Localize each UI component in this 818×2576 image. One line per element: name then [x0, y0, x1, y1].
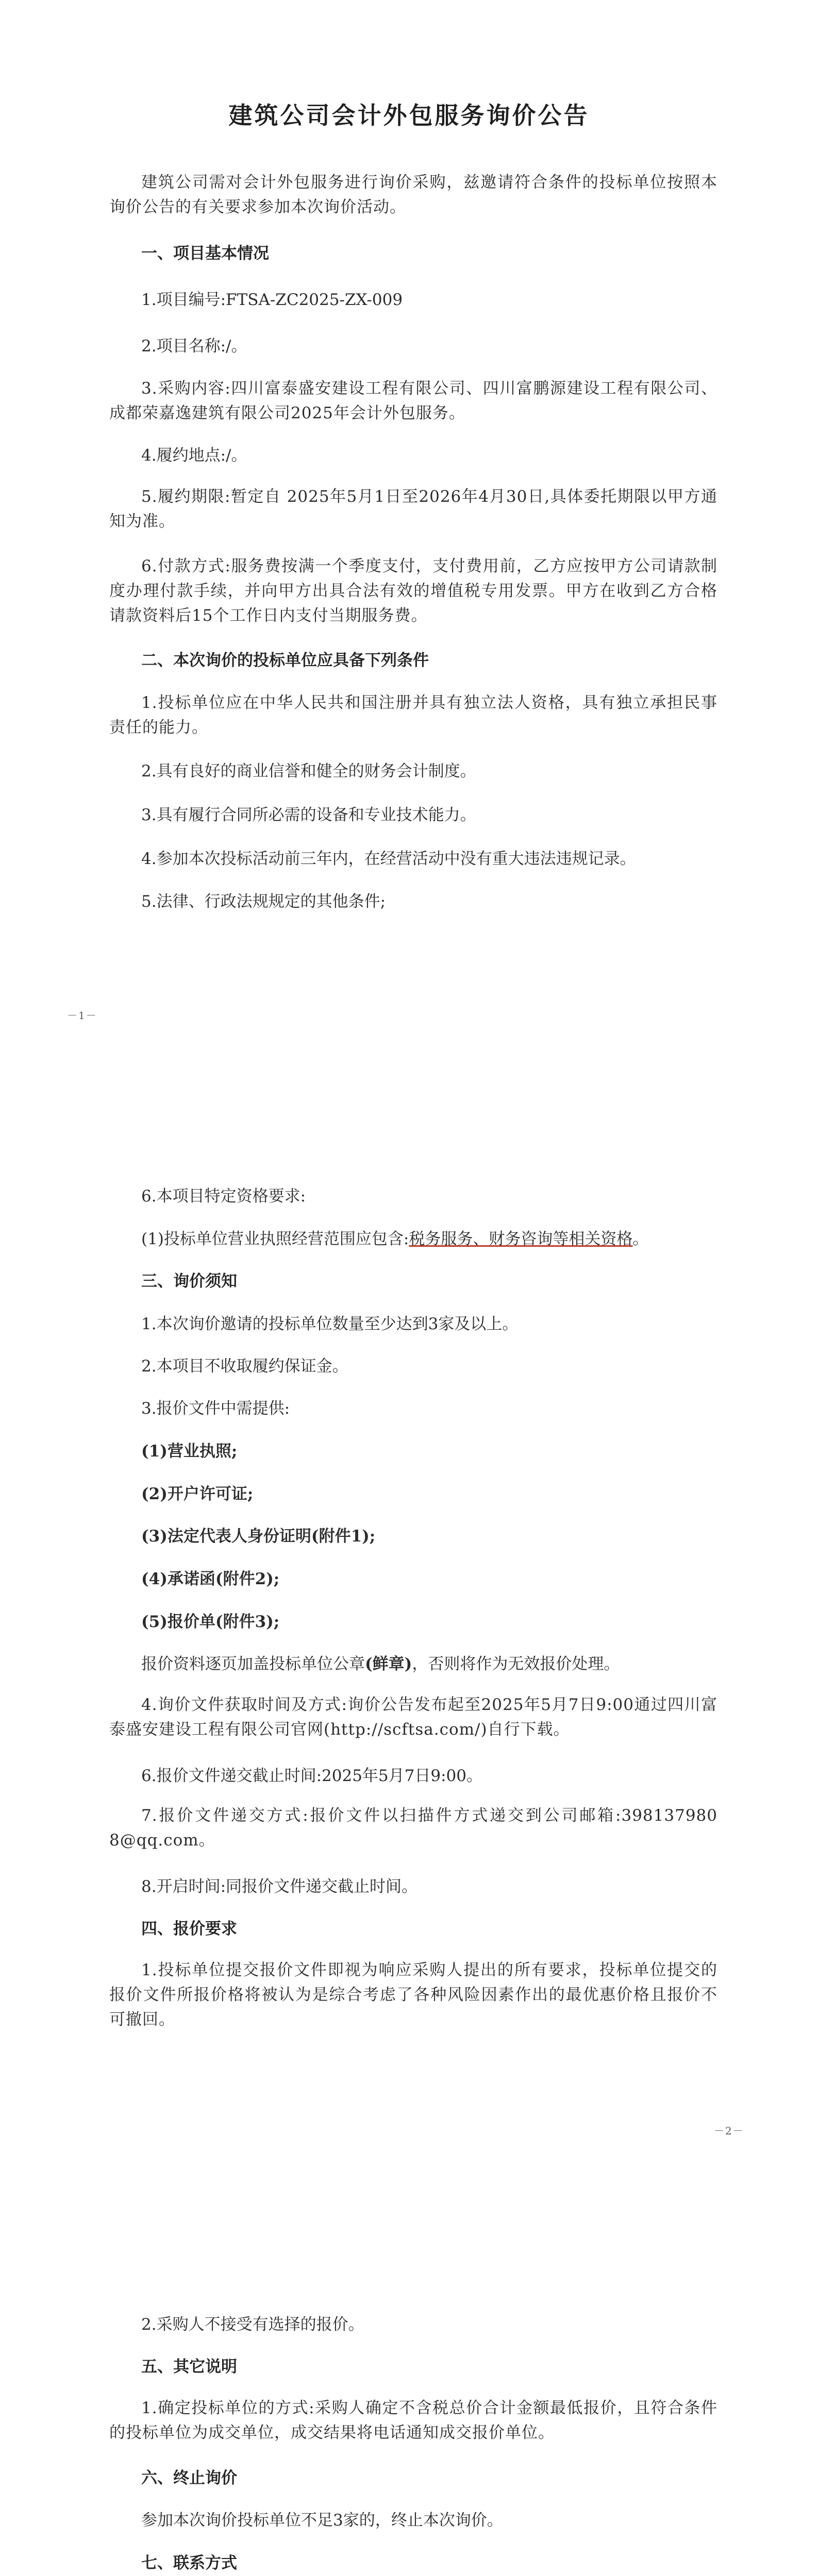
section3-item6: 6.报价文件递交截止时间:2025年5月7日9:00。 [141, 1767, 482, 1785]
page-title: 建筑公司会计外包服务询价公告 [228, 101, 590, 129]
page-number-1: －1－ [67, 1009, 97, 1022]
section2-item4: 4.参加本次投标活动前三年内，在经营活动中没有重大违法违规记录。 [141, 850, 636, 868]
section2-item6: 6.本项目特定资格要求: [141, 1187, 306, 1206]
section1-item1: 1.项目编号:FTSA-ZC2025-ZX-009 [141, 291, 403, 309]
section6-heading: 六、终止询价 [141, 2469, 237, 2487]
section5-item1: 1.确定投标单位的方式:采购人确定不含税总价合计金额最低报价，且符合条件的投标单位为成交单位，成交结果将电话通知成交报价单位。 [109, 2399, 717, 2442]
section3-item8: 8.开启时间:同报价文件递交截止时间。 [141, 1877, 418, 1896]
section2-item1: 1.投标单位应在中华人民共和国注册并具有独立法人资格，具有独立承担民事责任的能力。 [109, 693, 717, 737]
section4-item2: 2.采购人不接受有选择的报价。 [141, 2315, 364, 2334]
section1-item5: 5.履约期限:暂定自 2025年5月1日至2026年4月30日,具体委托期限以甲方通知为准。 [109, 487, 717, 531]
qualification-underlined: 税务服务、财务咨询等相关资格 [409, 1230, 633, 1248]
section3-item7: 7.报价文件递交方式:报价文件以扫描件方式递交到公司邮箱:398137980 8@qq.com。 [109, 1806, 717, 1850]
section1-item4: 4.履约地点:/。 [141, 446, 247, 465]
section7-heading: 七、联系方式 [141, 2554, 237, 2572]
section1-item3: 3.采购内容:四川富泰盛安建设工程有限公司、四川富鹏源建设工程有限公司、成都荣嘉逸建筑有限公司2025年会计外包服务。 [109, 379, 717, 422]
section2-item2: 2.具有良好的商业信誉和健全的财务会计制度。 [141, 762, 476, 781]
section2-item5: 5.法律、行政法规规定的其他条件; [141, 892, 386, 911]
section3-item2: 2.本项目不收取履约保证金。 [141, 1357, 348, 1376]
qualification-prefix: (1)投标单位营业执照经营范围应包含: [141, 1230, 409, 1248]
seal-note-bold: (鲜章) [365, 1655, 412, 1673]
doc-required-1: (1)营业执照; [141, 1442, 238, 1461]
section4-item1: 1.投标单位提交报价文件即视为响应采购人提出的所有要求，投标单位提交的报价文件所报价格将被认为是综合考虑了各种风险因素作出的最优惠价格且报价不可撤回。 [109, 1961, 717, 2029]
seal-note [109, 1653, 717, 1675]
section2-item6-detail [109, 1228, 717, 1250]
page-number-2: －2－ [714, 2125, 744, 2137]
section3-item3: 3.报价文件中需提供: [141, 1399, 290, 1418]
section2-heading: 二、本次询价的投标单位应具备下列条件 [141, 651, 429, 670]
section1-item2: 2.项目名称:/。 [141, 337, 247, 355]
doc-required-5: (5)报价单(附件3); [141, 1613, 280, 1631]
doc-required-3: (3)法定代表人身份证明(附件1); [141, 1527, 376, 1546]
doc-required-4: (4)承诺函(附件2); [141, 1570, 280, 1588]
section1-item6: 6.付款方式:服务费按满一个季度支付，支付费用前，乙方应按甲方公司请款制度办理付款手续，并向甲方出具合法有效的增值税专用发票。甲方在收到乙方合格请款资料后15个工作日内支付当期服务费。 [109, 557, 717, 625]
section3-item4: 4.询价文件获取时间及方式:询价公告发布起至2025年5月7日9:00通过四川富泰盛安建设工程有限公司官网(http://scftsa.com/)自行下载。 [109, 1696, 717, 1739]
doc-required-2: (2)开户许可证; [141, 1485, 254, 1503]
section1-heading: 一、项目基本情况 [141, 244, 269, 263]
seal-note-prefix: 报价资料逐页加盖投标单位公章 [141, 1655, 365, 1673]
section3-heading: 三、询价须知 [141, 1272, 237, 1291]
section3-item1: 1.本次询价邀请的投标单位数量至少达到3家及以上。 [141, 1315, 519, 1333]
qualification-suffix: 。 [632, 1230, 649, 1248]
section2-item3: 3.具有履行合同所必需的设备和专业技术能力。 [141, 806, 476, 824]
section4-heading: 四、报价要求 [141, 1920, 237, 1938]
section5-heading: 五、其它说明 [141, 2358, 237, 2376]
seal-note-suffix: ，否则将作为无效报价处理。 [412, 1655, 620, 1673]
section6-text: 参加本次询价投标单位不足3家的，终止本次询价。 [141, 2511, 503, 2530]
intro-paragraph: 建筑公司需对会计外包服务进行询价采购，兹邀请符合条件的投标单位按照本询价公告的有关要求参加本次询价活动。 [109, 173, 717, 216]
